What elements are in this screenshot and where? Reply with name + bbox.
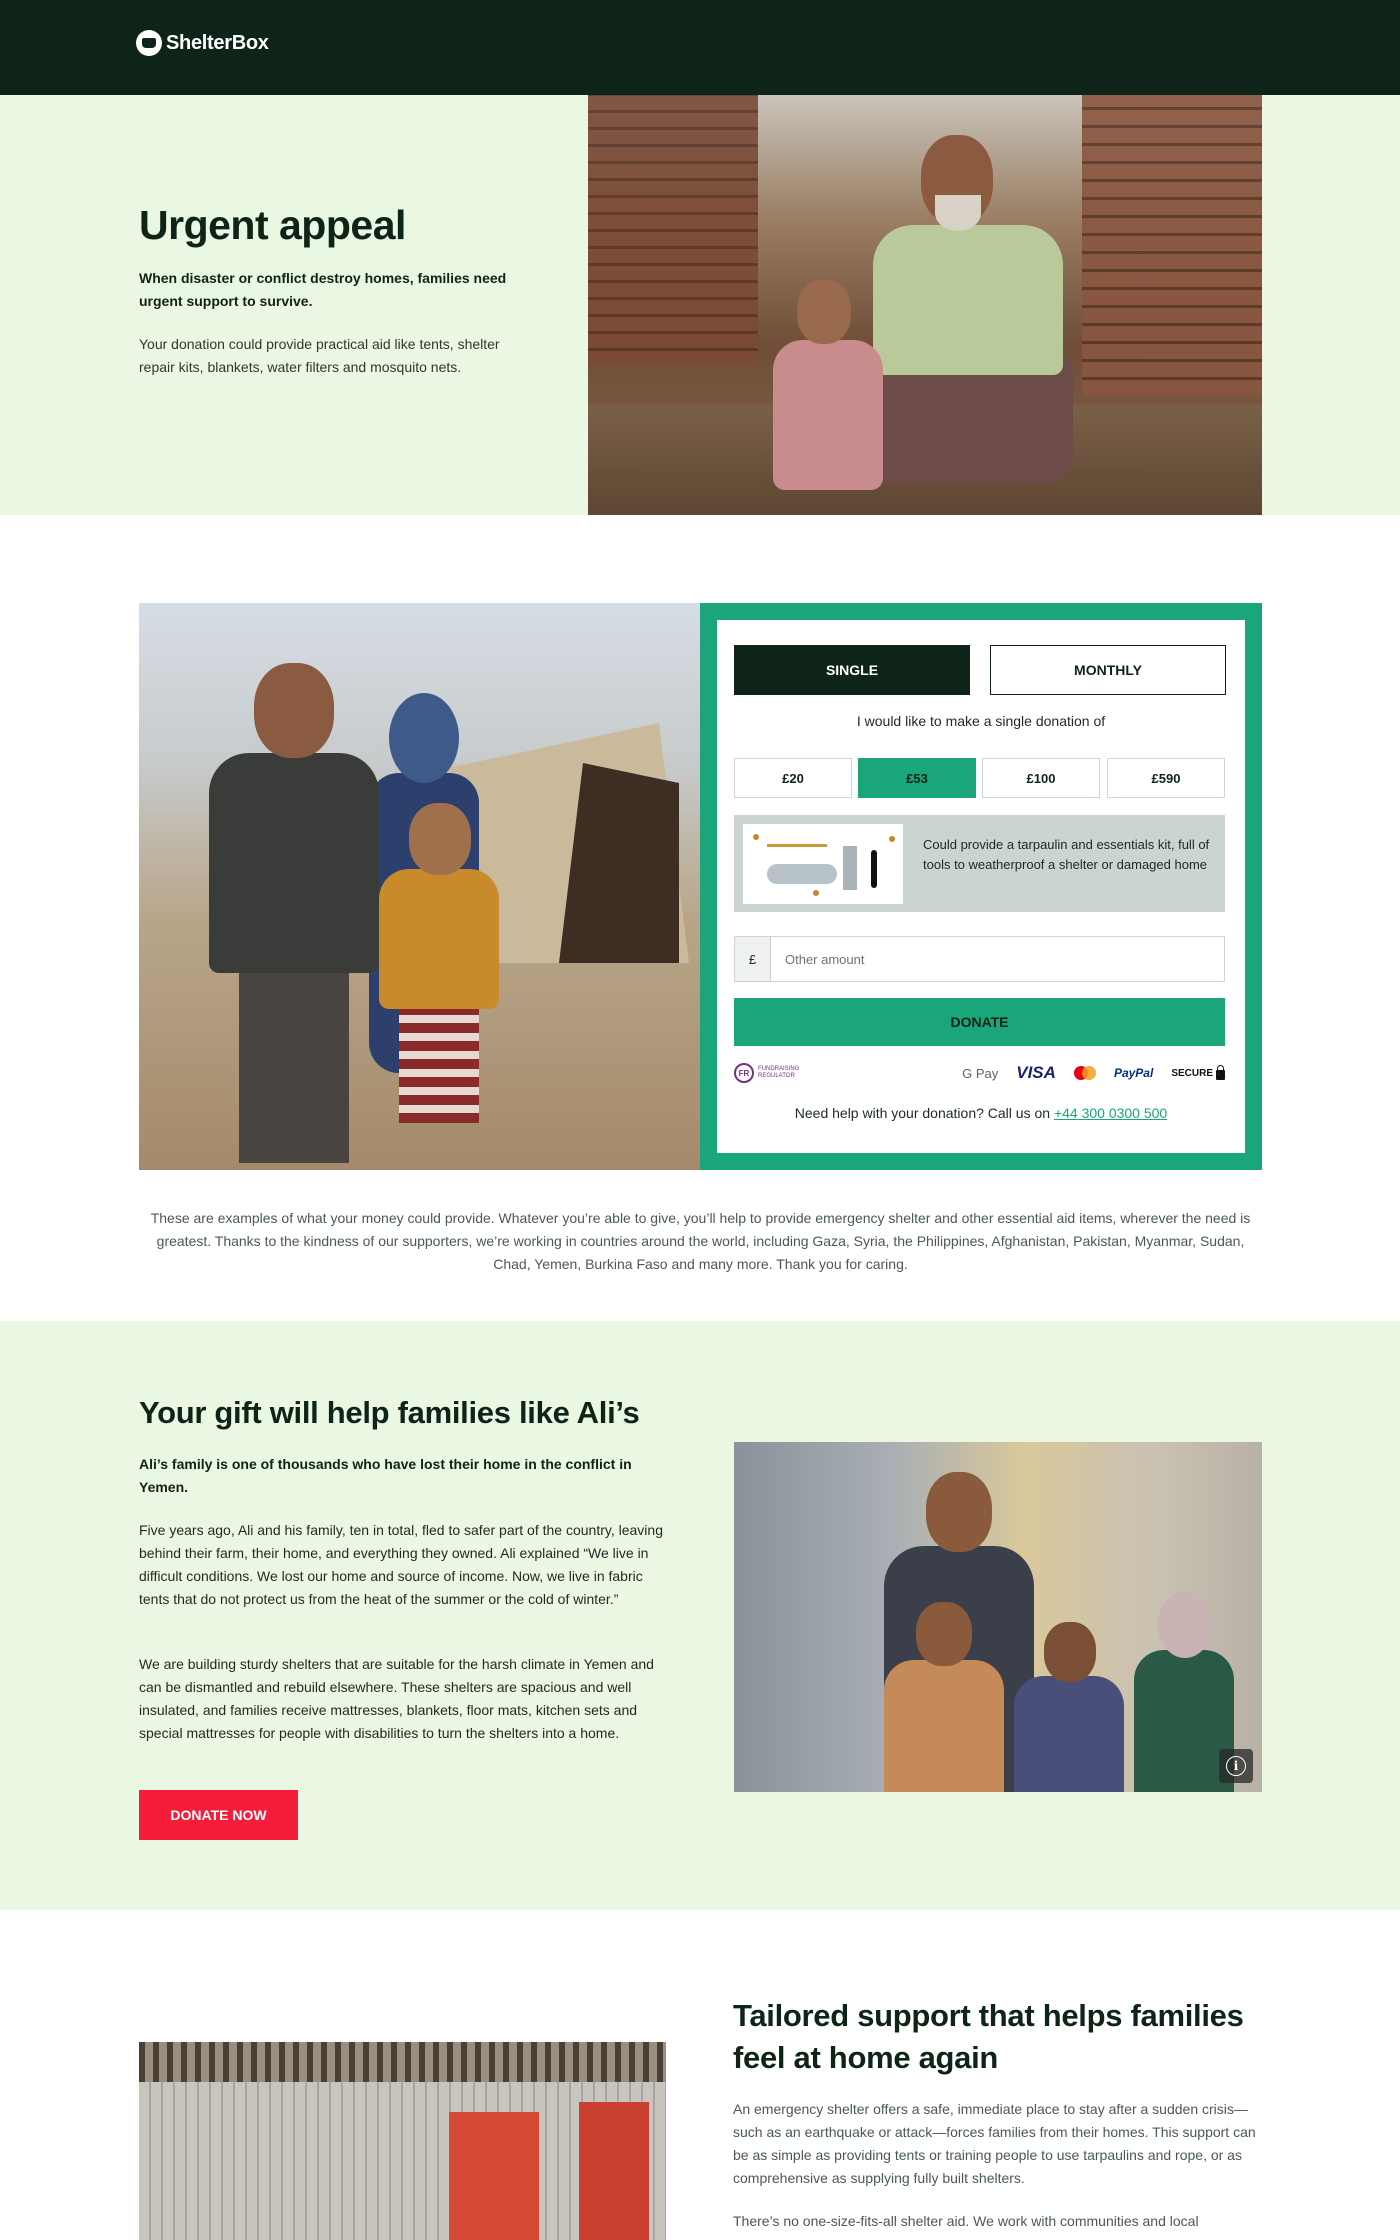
donate-button[interactable]: DONATE (734, 998, 1225, 1046)
donate-now-button[interactable]: DONATE NOW (139, 1790, 298, 1840)
donation-form (717, 620, 1245, 1153)
currency-symbol: £ (735, 937, 771, 981)
shelterbox-logo[interactable] (136, 30, 269, 56)
payment-methods (734, 1061, 1225, 1085)
photo-child-figure (369, 803, 509, 1133)
shelter-interior-photo (139, 2042, 666, 2240)
info-icon: i (1226, 1756, 1246, 1776)
donation-prompt: I would like to make a single donation of (856, 713, 1106, 729)
photo-brick-wall-left (588, 95, 758, 365)
donation-help (717, 1105, 1245, 1121)
logo-text: ShelterBox (166, 31, 269, 54)
hero-body: Your donation could provide practical aid like tents, shelter repair kits, blankets, water filters and mosquito nets. (139, 336, 500, 375)
impact-text: Could provide a tarpaulin and essentials kit, full of tools to weatherproof a shelter or damaged home (923, 837, 1210, 872)
tailored-title: Tailored support that helps families feel at home again (733, 1998, 1244, 2075)
hero-title: Urgent appeal (139, 202, 406, 248)
google-pay-icon: G Pay (962, 1065, 999, 1081)
hero-photo (588, 95, 1262, 515)
other-amount-field (734, 936, 1225, 982)
ali-family-photo (734, 1442, 1262, 1792)
tailored-paragraph-1: An emergency shelter offers a safe, immediate place to stay after a sudden crisis—such as an earthquake or attack—forces families from their homes. This support can be as simple as providing tents or training people to use tarpaulins and rope, or as comprehensive as supplying fully built shelters. (733, 2101, 1256, 2186)
photo-brick-wall-right (1082, 95, 1262, 395)
ali-title: Your gift will help families like Ali’s (139, 1395, 640, 1430)
site-header (0, 0, 1400, 95)
donation-disclaimer: These are examples of what your money could provide. Whatever you’re able to give, you’ll help to provide emergency shelter and other essential aid items, wherever the need is greatest. Thanks to the kindness of our supporters, we’re working in countries around the world, including Gaza, Syria, the Philippines, Afghanistan, Pakistan, Myanmar, Sudan, Chad, Yemen, Burkina Faso and many more. Thank you for caring. (150, 1210, 1251, 1272)
help-phone-link[interactable]: +44 300 0300 500 (1053, 1105, 1168, 1121)
visa-icon: VISA (1016, 1063, 1056, 1082)
secure-label: SECURE (1171, 1067, 1213, 1079)
fundraising-regulator-badge (734, 1063, 808, 1083)
amount-button-53[interactable]: £53 (858, 758, 976, 798)
impact-description (734, 815, 1225, 912)
secure-badge (1171, 1067, 1225, 1080)
photo-boy-figure (209, 663, 379, 1163)
hero-section (0, 95, 1400, 515)
monthly-frequency-button[interactable]: MONTHLY (990, 645, 1226, 695)
donation-form-panel (700, 603, 1262, 1170)
amount-button-100[interactable]: £100 (982, 758, 1100, 798)
ali-lead: Ali’s family is one of thousands who have lost their home in the conflict in Yemen. (139, 1456, 632, 1495)
other-amount-input[interactable] (771, 937, 1224, 981)
fundraising-regulator-icon: FR (734, 1063, 754, 1083)
amount-button-20[interactable]: £20 (734, 758, 852, 798)
donate-photo (139, 603, 700, 1170)
help-text: Need help with your donation? Call us on (794, 1105, 1051, 1121)
mastercard-icon (1074, 1066, 1096, 1080)
amount-button-590[interactable]: £590 (1107, 758, 1225, 798)
hero-lead: When disaster or conflict destroy homes, families need urgent support to survive. (139, 270, 507, 309)
tailored-paragraph-2: There’s no one-size-fits-all shelter aid. We work with communities and local (733, 2213, 1199, 2229)
ali-story-section (0, 1321, 1400, 1910)
lock-icon (1216, 1070, 1225, 1080)
ali-paragraph-1: Five years ago, Ali and his family, ten in total, fled to safer part of the country, leaving behind their farm, their home, and everything they owned. Ali explained “We live in difficult conditions. We lost our home and source of income. Now, we live in fabric tents that do not protect us from the heat of the summer or the cold of winter.” (139, 1522, 663, 1607)
paypal-icon: PayPal (1113, 1066, 1154, 1080)
single-frequency-button[interactable]: SINGLE (734, 645, 970, 695)
tarpaulin-kit-image (743, 824, 903, 904)
photo-boy-figure (773, 280, 883, 500)
fundraising-regulator-text: FUNDRAISING REGULATOR (758, 1066, 800, 1079)
shelterbox-logo-icon (136, 30, 162, 56)
ali-paragraph-2: We are building sturdy shelters that are suitable for the harsh climate in Yemen and can be dismantled and rebuild elsewhere. These shelters are spacious and well insulated, and families receive mattresses, blankets, floor mats, kitchen sets and special mattresses for people with disabilities to turn the shelters into a home. (139, 1656, 654, 1741)
photo-info-button[interactable] (1219, 1749, 1253, 1783)
